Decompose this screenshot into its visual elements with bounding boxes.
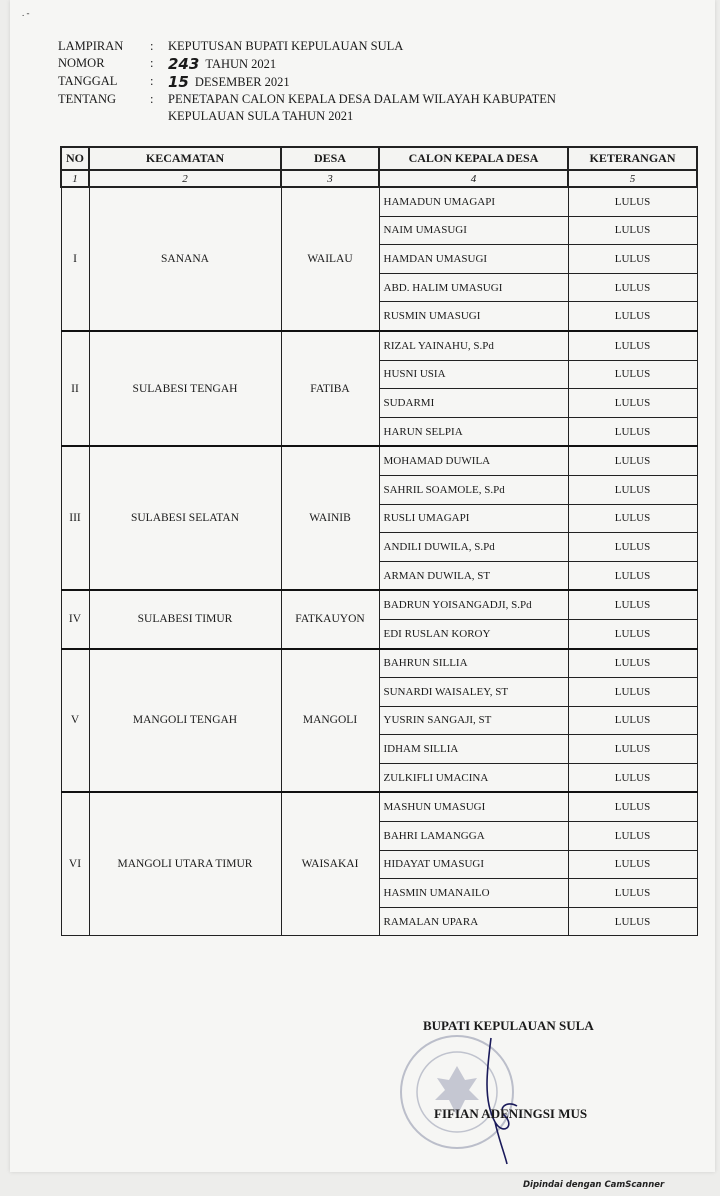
status-cell: LULUS [568,590,697,619]
column-header: CALON KEPALA DESA [379,147,568,170]
status-cell: LULUS [568,619,697,648]
header-row-tanggal [58,73,698,91]
lampiran-value: KEPUTUSAN BUPATI KEPULAUAN SULA [168,39,404,53]
document-sheet [10,0,715,1172]
tentang-value [168,91,698,125]
candidate-name-cell: ANDILI DUWILA, S.Pd [379,533,568,562]
status-cell: LULUS [568,446,697,475]
kecamatan-cell: SULABESI TIMUR [89,590,281,648]
table-row [61,446,697,475]
status-cell: LULUS [568,561,697,590]
status-cell: LULUS [568,735,697,764]
candidate-name-cell: HASMIN UMANAILO [379,879,568,908]
candidate-name-cell: IDHAM SILLIA [379,735,568,764]
table-row [61,590,697,619]
tentang-line-1: PENETAPAN CALON KEPALA DESA DALAM WILAYAH KABUPATEN [168,92,556,106]
candidate-name-cell: HIDAYAT UMASUGI [379,850,568,879]
corner-mark: . - [22,8,30,18]
tanggal-handwritten: 15 [168,73,189,91]
candidate-name-cell: MASHUN UMASUGI [379,792,568,821]
candidate-name-cell: EDI RUSLAN KOROY [379,619,568,648]
status-cell: LULUS [568,504,697,533]
candidate-name-cell: YUSRIN SANGAJI, ST [379,706,568,735]
table-row [61,331,697,360]
colon: : [150,39,154,53]
colon: : [150,92,154,106]
candidate-name-cell: NAIM UMASUGI [379,216,568,245]
kecamatan-cell: SULABESI SELATAN [89,446,281,590]
status-cell: LULUS [568,245,697,274]
group-number: II [61,331,89,446]
column-number: 5 [568,170,697,187]
signature-title: BUPATI KEPULAUAN SULA [423,1018,594,1033]
table-row [61,792,697,821]
table-header-row [61,147,697,170]
candidate-name-cell: HAMDAN UMASUGI [379,245,568,274]
status-cell: LULUS [568,302,697,331]
status-cell: LULUS [568,879,697,908]
status-cell: LULUS [568,850,697,879]
group-number: VI [61,792,89,935]
candidate-name-cell: RUSLI UMAGAPI [379,504,568,533]
colon: : [150,74,154,88]
desa-cell: MANGOLI [281,649,379,793]
status-cell: LULUS [568,331,697,360]
candidate-name-cell: BAHRI LAMANGGA [379,822,568,851]
candidate-name-cell: RAMALAN UPARA [379,907,568,936]
candidate-name-cell: RUSMIN UMASUGI [379,302,568,331]
status-cell: LULUS [568,678,697,707]
candidate-name-cell: ARMAN DUWILA, ST [379,561,568,590]
document-header [58,38,698,125]
desa-cell: WAINIB [281,446,379,590]
nomor-value: TAHUN 2021 [205,57,277,71]
kecamatan-cell: SULABESI TENGAH [89,331,281,446]
candidate-name-cell: ZULKIFLI UMACINA [379,763,568,792]
status-cell: LULUS [568,907,697,936]
status-cell: LULUS [568,273,697,302]
tentang-line-2: KEPULAUAN SULA TAHUN 2021 [168,109,354,123]
status-cell: LULUS [568,389,697,418]
table-body [61,187,697,936]
nomor-label: NOMOR [58,56,105,70]
status-cell: LULUS [568,763,697,792]
column-number: 1 [61,170,89,187]
candidate-table [60,146,698,936]
status-cell: LULUS [568,187,697,216]
nomor-value-wrap [168,55,698,73]
desa-cell: FATKAUYON [281,590,379,648]
official-seal-stamp [395,1030,530,1165]
desa-cell: WAILAU [281,187,379,331]
column-header: KETERANGAN [568,147,697,170]
status-cell: LULUS [568,706,697,735]
signature-name: FIFIAN ADENINGSI MUS [434,1106,588,1121]
candidate-name-cell: SAHRIL SOAMOLE, S.Pd [379,475,568,504]
column-number: 3 [281,170,379,187]
colon: : [150,56,154,70]
column-number-row [61,170,697,187]
kecamatan-cell: MANGOLI TENGAH [89,649,281,793]
candidate-name-cell: BAHRUN SILLIA [379,649,568,678]
column-header: DESA [281,147,379,170]
scanner-watermark: Dipindai dengan CamScanner [523,1180,665,1190]
status-cell: LULUS [568,649,697,678]
candidate-name-cell: ABD. HALIM UMASUGI [379,273,568,302]
lampiran-label: LAMPIRAN [58,39,124,53]
status-cell: LULUS [568,360,697,389]
candidate-name-cell: BADRUN YOISANGADJI, S.Pd [379,590,568,619]
status-cell: LULUS [568,216,697,245]
status-cell: LULUS [568,417,697,446]
status-cell: LULUS [568,792,697,821]
tentang-label: TENTANG [58,92,117,106]
column-header: KECAMATAN [89,147,281,170]
candidate-name-cell: HUSNI USIA [379,360,568,389]
candidate-name-cell: SUNARDI WAISALEY, ST [379,678,568,707]
status-cell: LULUS [568,533,697,562]
tanggal-label: TANGGAL [58,74,118,88]
candidate-name-cell: MOHAMAD DUWILA [379,446,568,475]
group-number: V [61,649,89,793]
group-number: I [61,187,89,331]
group-number: IV [61,590,89,648]
desa-cell: WAISAKAI [281,792,379,935]
nomor-handwritten: 243 [168,55,200,73]
candidate-name-cell: HAMADUN UMAGAPI [379,187,568,216]
header-row-tentang [58,91,698,125]
candidate-name-cell: SUDARMI [379,389,568,418]
header-row-lampiran [58,38,698,55]
tanggal-value: DESEMBER 2021 [194,75,290,89]
kecamatan-cell: MANGOLI UTARA TIMUR [89,792,281,935]
tanggal-value-wrap [168,73,698,91]
desa-cell: FATIBA [281,331,379,446]
column-number: 2 [89,170,281,187]
candidate-name-cell: RIZAL YAINAHU, S.Pd [379,331,568,360]
status-cell: LULUS [568,475,697,504]
column-header: NO [61,147,89,170]
table-row [61,187,697,216]
status-cell: LULUS [568,822,697,851]
table-row [61,649,697,678]
header-row-nomor [58,55,698,73]
candidate-name-cell: HARUN SELPIA [379,417,568,446]
group-number: III [61,446,89,590]
kecamatan-cell: SANANA [89,187,281,331]
column-number: 4 [379,170,568,187]
